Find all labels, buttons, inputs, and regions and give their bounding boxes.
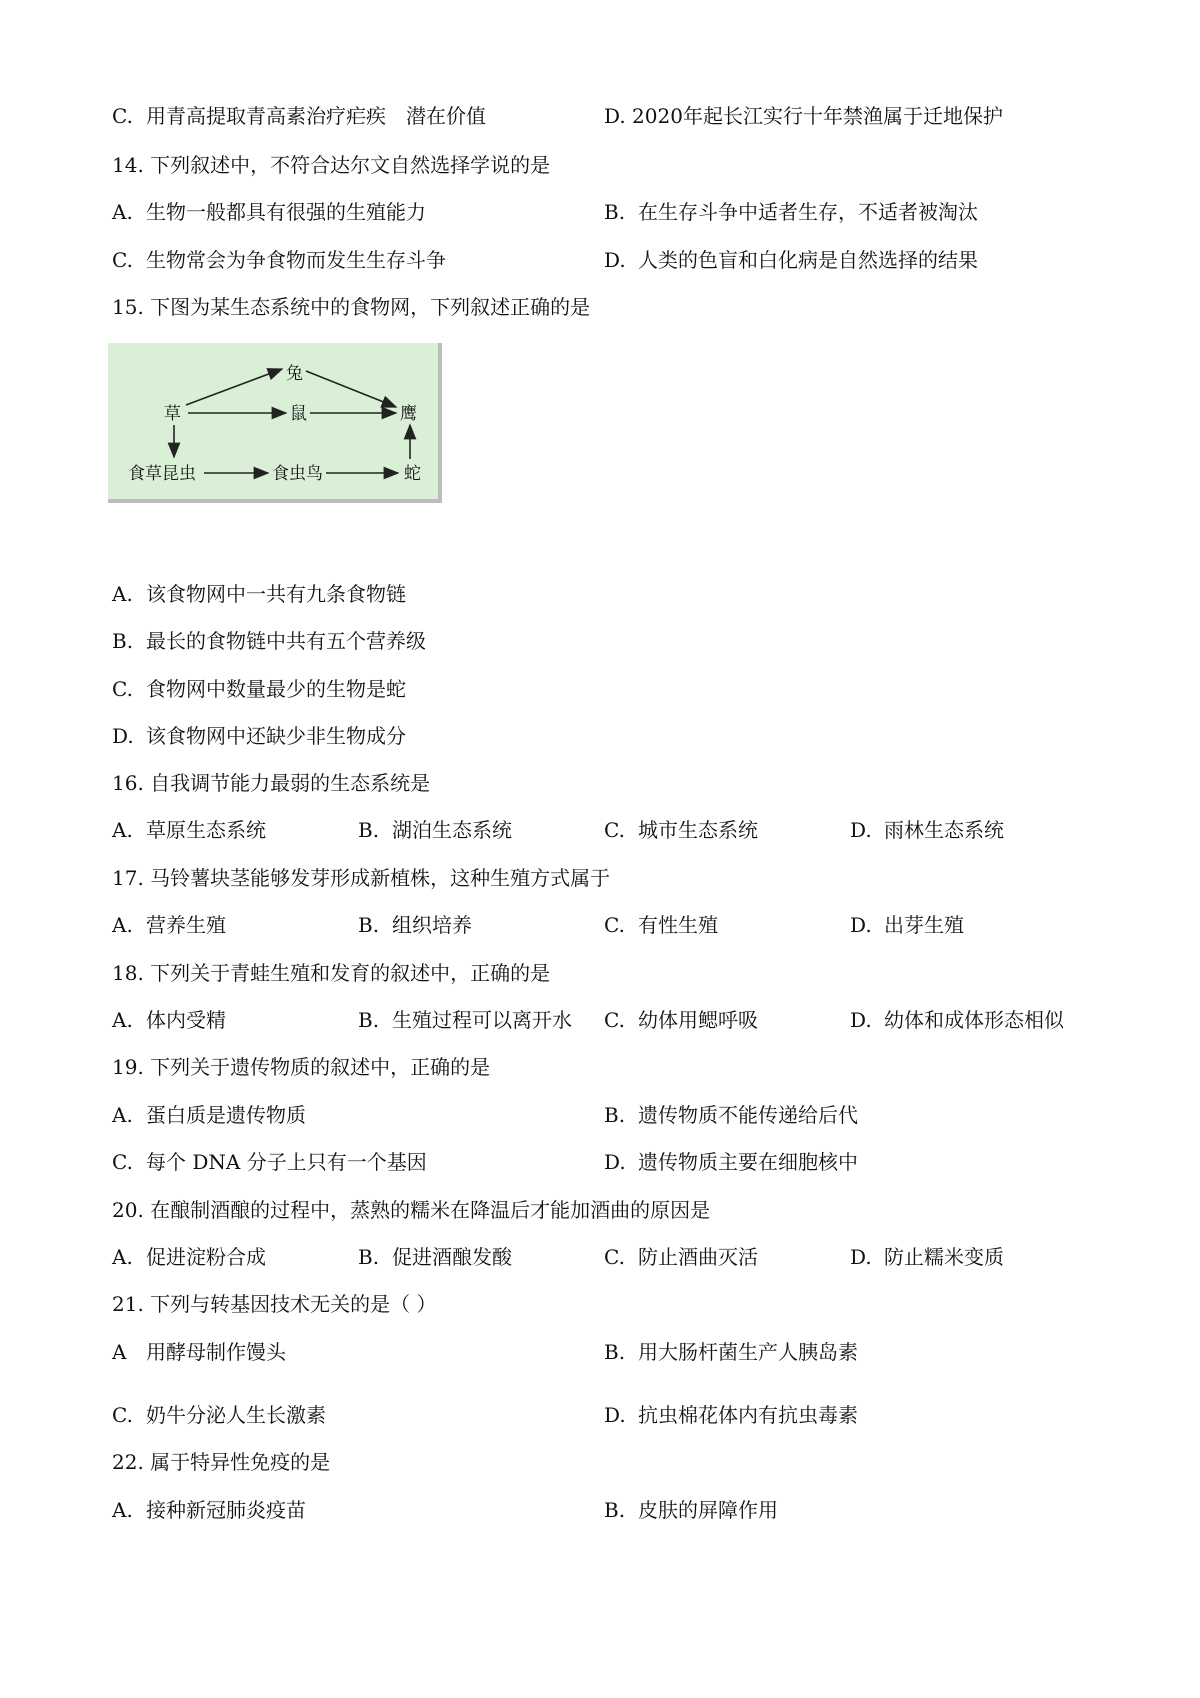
- q22-option-b: [604, 1497, 778, 1523]
- option-label: D.: [604, 104, 626, 128]
- option-text: 生殖过程可以离开水: [392, 1008, 572, 1032]
- option-text: 最长的食物链中共有五个营养级: [146, 629, 426, 653]
- option-text: 促进酒酿发酸: [392, 1245, 512, 1269]
- q13-option-c: [112, 103, 486, 129]
- q16-option-d: [850, 817, 1004, 843]
- option-label: B.: [604, 1103, 626, 1127]
- q18-stem: 18. 下列关于青蛙生殖和发育的叙述中，正确的是: [112, 961, 551, 985]
- option-label: D.: [112, 724, 134, 748]
- q17-option-a: [112, 912, 226, 938]
- option-label: C.: [604, 818, 625, 842]
- q21-stem: 21. 下列与转基因技术无关的是（ ）: [112, 1292, 437, 1316]
- option-text: 该食物网中还缺少非生物成分: [146, 724, 406, 748]
- node-insect: 食草昆虫: [128, 464, 196, 484]
- q14-option-c: [112, 247, 446, 273]
- option-text: 防止酒曲灭活: [638, 1245, 758, 1269]
- q13-option-d: [604, 103, 1003, 129]
- q15-option-a: [112, 581, 406, 607]
- option-label: D.: [850, 818, 872, 842]
- q22-stem: 22. 属于特异性免疫的是: [112, 1450, 331, 1474]
- q17-option-d: [850, 912, 964, 938]
- option-text: 城市生态系统: [638, 818, 758, 842]
- option-label: C.: [604, 1245, 625, 1269]
- option-label: D.: [604, 1403, 626, 1427]
- q18-option-b: [358, 1007, 572, 1033]
- option-text: 奶牛分泌人生长激素: [146, 1403, 326, 1427]
- node-mouse: 鼠: [290, 404, 307, 424]
- option-text: 抗虫棉花体内有抗虫毒素: [638, 1403, 858, 1427]
- option-label: C.: [112, 104, 133, 128]
- option-text: 用酵母制作馒头: [146, 1340, 286, 1364]
- option-label: D.: [604, 248, 626, 272]
- option-label: C.: [604, 1008, 625, 1032]
- q16-option-b: [358, 817, 512, 843]
- option-label: D.: [850, 913, 872, 937]
- q22-option-a: [112, 1497, 306, 1523]
- q19-stem: 19. 下列关于遗传物质的叙述中，正确的是: [112, 1055, 491, 1079]
- q20-option-d: [850, 1244, 1004, 1270]
- node-rabbit: 兔: [286, 364, 303, 384]
- option-text: 组织培养: [392, 913, 472, 937]
- q21-option-d: [604, 1402, 858, 1428]
- option-text: 促进淀粉合成: [146, 1245, 266, 1269]
- option-label: D.: [850, 1245, 872, 1269]
- option-text: 接种新冠肺炎疫苗: [146, 1498, 306, 1522]
- node-bird: 食虫鸟: [272, 464, 323, 484]
- option-label: B.: [358, 913, 380, 937]
- food-web-diagram: [108, 343, 444, 505]
- q21-option-a: [112, 1339, 286, 1365]
- q14-option-d: [604, 247, 978, 273]
- option-label: D.: [604, 1150, 626, 1174]
- node-snake: 蛇: [404, 464, 421, 484]
- option-label: A.: [112, 1245, 133, 1269]
- q18-option-a: [112, 1007, 226, 1033]
- q18-option-c: [604, 1007, 758, 1033]
- option-text: 出芽生殖: [884, 913, 964, 937]
- q19-option-d: [604, 1149, 858, 1175]
- q19-option-c: [112, 1149, 427, 1175]
- option-label: B.: [358, 1245, 380, 1269]
- option-text: 2020年起长江实行十年禁渔属于迁地保护: [632, 104, 1003, 128]
- option-text: 防止糯米变质: [884, 1245, 1004, 1269]
- option-label: A.: [112, 1008, 133, 1032]
- option-label: A.: [112, 200, 133, 224]
- option-text: 湖泊生态系统: [392, 818, 512, 842]
- option-label: C.: [112, 248, 133, 272]
- q15-stem: 15. 下图为某生态系统中的食物网，下列叙述正确的是: [112, 295, 591, 319]
- q16-option-a: [112, 817, 266, 843]
- option-text: 人类的色盲和白化病是自然选择的结果: [638, 248, 978, 272]
- option-label: B.: [112, 629, 134, 653]
- node-grass: 草: [164, 404, 181, 424]
- option-label: B.: [358, 1008, 380, 1032]
- option-text: 生物常会为争食物而发生生存斗争: [146, 248, 446, 272]
- option-label: A.: [112, 1498, 133, 1522]
- q19-option-a: [112, 1102, 306, 1128]
- option-text: 草原生态系统: [146, 818, 266, 842]
- option-label: A.: [112, 913, 133, 937]
- q20-option-b: [358, 1244, 512, 1270]
- option-text: 雨林生态系统: [884, 818, 1004, 842]
- option-text: 用大肠杆菌生产人胰岛素: [638, 1340, 858, 1364]
- q17-option-c: [604, 912, 718, 938]
- option-label: A: [112, 1340, 127, 1364]
- option-label: C.: [112, 677, 133, 701]
- option-label: B.: [604, 1340, 626, 1364]
- option-text: 体内受精: [146, 1008, 226, 1032]
- q20-option-c: [604, 1244, 758, 1270]
- option-text: 生物一般都具有很强的生殖能力: [146, 200, 426, 224]
- option-label: A.: [112, 1103, 133, 1127]
- q17-option-b: [358, 912, 472, 938]
- q21-option-c: [112, 1402, 326, 1428]
- option-label: B.: [604, 1498, 626, 1522]
- q19-option-b: [604, 1102, 858, 1128]
- option-text: 该食物网中一共有九条食物链: [146, 582, 406, 606]
- option-text: 营养生殖: [146, 913, 226, 937]
- option-text: 幼体用鳃呼吸: [638, 1008, 758, 1032]
- q16-option-c: [604, 817, 758, 843]
- q15-option-d: [112, 723, 406, 749]
- node-hawk: 鹰: [400, 404, 417, 424]
- q16-stem: 16. 自我调节能力最弱的生态系统是: [112, 771, 431, 795]
- option-text: 在生存斗争中适者生存，不适者被淘汰: [638, 200, 978, 224]
- option-text: 皮肤的屏障作用: [638, 1498, 778, 1522]
- option-label: C.: [112, 1150, 133, 1174]
- q15-option-c: [112, 676, 406, 702]
- option-text: 每个 DNA 分子上只有一个基因: [146, 1150, 427, 1174]
- option-text: 遗传物质主要在细胞核中: [638, 1150, 858, 1174]
- option-text: 有性生殖: [638, 913, 718, 937]
- q14-option-b: [604, 199, 978, 225]
- option-label: C.: [604, 913, 625, 937]
- option-text: 幼体和成体形态相似: [884, 1008, 1064, 1032]
- q14-stem: 14. 下列叙述中，不符合达尔文自然选择学说的是: [112, 153, 551, 177]
- q20-option-a: [112, 1244, 266, 1270]
- option-text: 食物网中数量最少的生物是蛇: [146, 677, 406, 701]
- option-label: C.: [112, 1403, 133, 1427]
- q17-stem: 17. 马铃薯块茎能够发芽形成新植株，这种生殖方式属于: [112, 866, 611, 890]
- q21-option-b: [604, 1339, 858, 1365]
- option-label: D.: [850, 1008, 872, 1032]
- option-label: A.: [112, 582, 133, 606]
- q18-option-d: [850, 1007, 1064, 1033]
- option-label: B.: [604, 200, 626, 224]
- q14-option-a: [112, 199, 426, 225]
- option-text: 遗传物质不能传递给后代: [638, 1103, 858, 1127]
- q15-option-b: [112, 628, 426, 654]
- option-text: 用青高提取青高素治疗疟疾 潜在价值: [146, 104, 486, 128]
- option-text: 蛋白质是遗传物质: [146, 1103, 306, 1127]
- option-label: A.: [112, 818, 133, 842]
- q20-stem: 20. 在酿制酒酿的过程中，蒸熟的糯米在降温后才能加酒曲的原因是: [112, 1198, 711, 1222]
- option-label: B.: [358, 818, 380, 842]
